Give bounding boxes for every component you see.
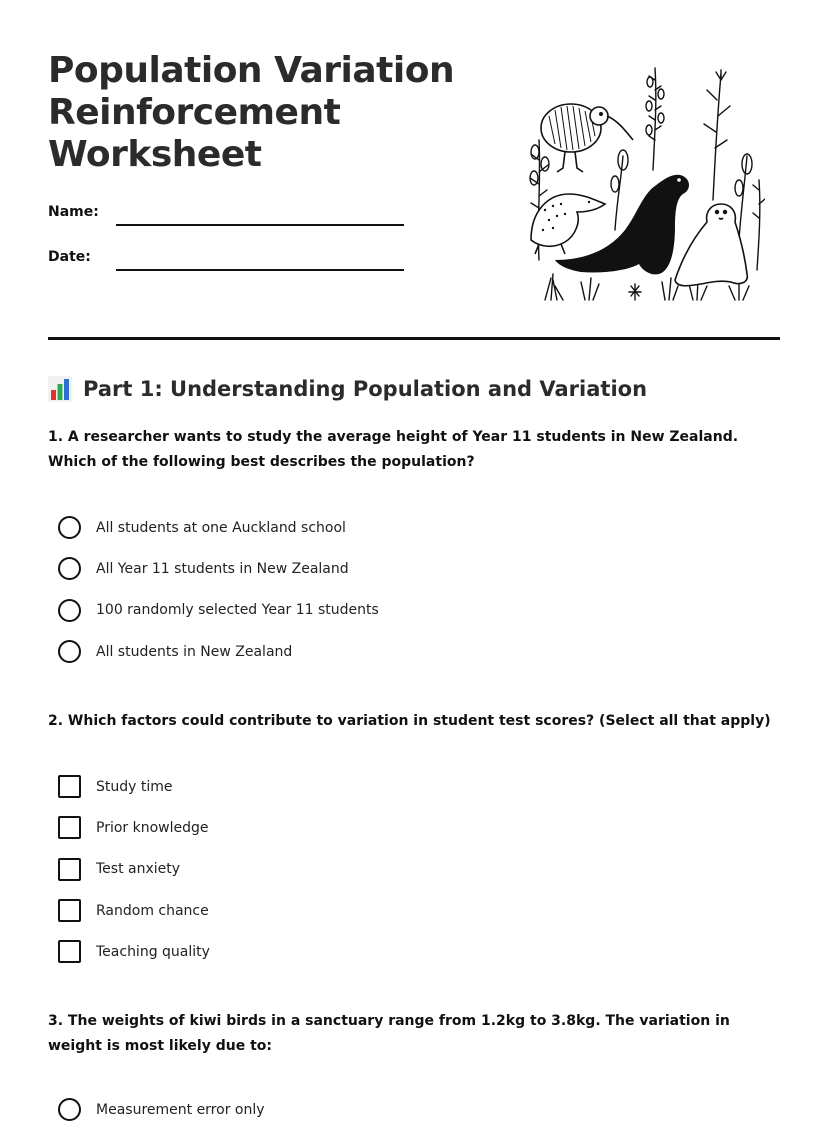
seal-pup-icon (675, 204, 747, 286)
q2-option-4[interactable] (58, 890, 658, 931)
part1-heading (48, 374, 647, 404)
name-blank-line[interactable] (116, 224, 404, 226)
option-label: Prior knowledge (96, 819, 209, 836)
question-1-options (58, 507, 658, 672)
part1-title: Part 1: Understanding Population and Variation (83, 377, 648, 401)
date-field (48, 247, 408, 271)
name-label: Name: (48, 204, 99, 220)
q3-option-1[interactable] (58, 1089, 658, 1130)
q1-option-4[interactable] (58, 631, 658, 672)
question-3-options (58, 1089, 658, 1130)
radio-button[interactable] (58, 640, 81, 663)
worksheet-title (48, 50, 488, 176)
checkbox[interactable] (58, 858, 81, 881)
q2-option-3[interactable] (58, 849, 658, 890)
radio-button[interactable] (58, 516, 81, 539)
radio-button[interactable] (58, 557, 81, 580)
header-divider (48, 337, 780, 340)
date-label: Date: (48, 249, 91, 265)
option-label: All Year 11 students in New Zealand (96, 560, 349, 577)
q2-option-5[interactable] (58, 931, 658, 972)
checkbox[interactable] (58, 775, 81, 798)
question-2-text: 2. Which factors could contribute to variation in student test scores? (Select all that apply) (48, 713, 771, 729)
question-1-text: 1. A researcher wants to study the average height of Year 11 students in New Zealand. Which of the following best describes the population? (48, 429, 739, 470)
option-label: All students at one Auckland school (96, 519, 346, 536)
q1-option-3[interactable] (58, 590, 658, 631)
question-2-options (58, 766, 658, 972)
q2-option-2[interactable] (58, 807, 658, 848)
date-blank-line[interactable] (116, 269, 404, 271)
option-label: Random chance (96, 902, 209, 919)
checkbox[interactable] (58, 816, 81, 839)
tuatara-icon (531, 194, 605, 254)
kiwi-icon (541, 104, 633, 172)
radio-button[interactable] (58, 599, 81, 622)
q1-option-1[interactable] (58, 507, 658, 548)
title-line-1: Population Variation (48, 50, 455, 91)
option-label: Teaching quality (96, 943, 210, 960)
worksheet-page (48, 0, 780, 1118)
bar-chart-icon (48, 376, 72, 402)
option-label: All students in New Zealand (96, 643, 293, 660)
option-label: Test anxiety (96, 861, 181, 878)
q1-option-2[interactable] (58, 548, 658, 589)
checkbox[interactable] (58, 940, 81, 963)
option-label: 100 randomly selected Year 11 students (96, 602, 379, 619)
option-label: Measurement error only (96, 1101, 265, 1118)
title-line-2: Reinforcement (48, 92, 341, 133)
nz-native-animals-illustration (525, 60, 765, 308)
q2-option-1[interactable] (58, 766, 658, 807)
title-line-3: Worksheet (48, 134, 262, 175)
question-3-text: 3. The weights of kiwi birds in a sanctuary range from 1.2kg to 3.8kg. The variation in weight is most likely due to: (48, 1013, 730, 1054)
name-field (48, 202, 408, 226)
option-label: Study time (96, 778, 173, 795)
checkbox[interactable] (58, 899, 81, 922)
